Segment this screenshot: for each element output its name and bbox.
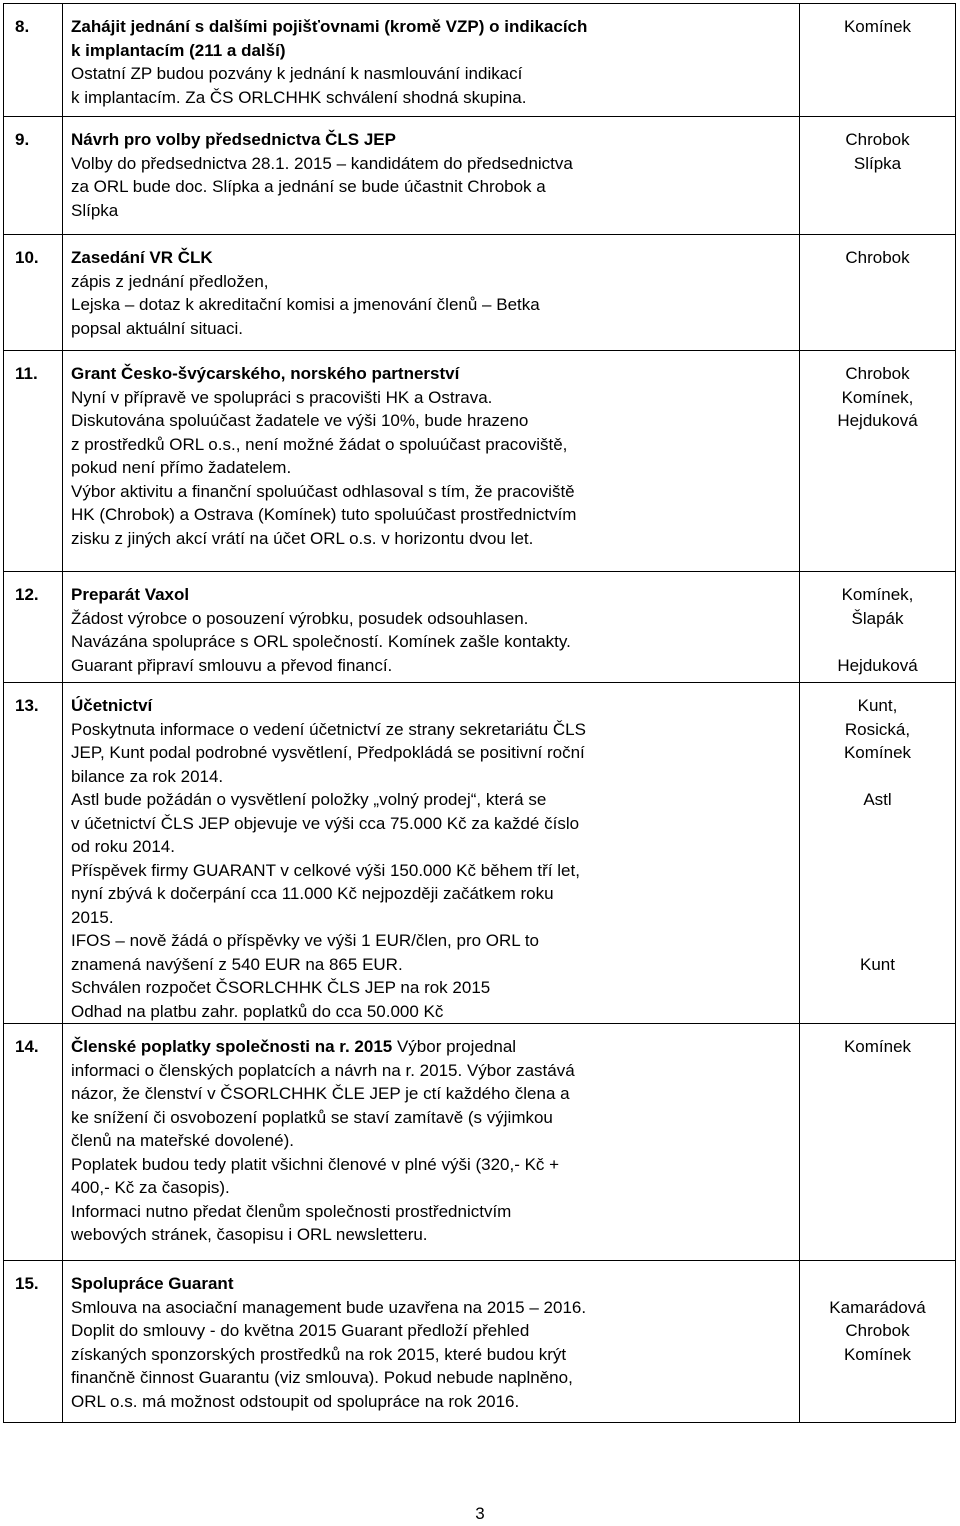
item-content-cell [63, 117, 800, 235]
responsible-gap [800, 906, 955, 930]
responsible-person: Kunt [860, 954, 895, 974]
item-text-line: ke snížení či osvobození poplatků se staví zamítavě (s výjimkou [71, 1107, 553, 1127]
responsible-person: Rosická, [844, 719, 911, 739]
responsible-person: Hejduková [837, 655, 918, 675]
responsible-cell [800, 683, 956, 1024]
item-text-line: informaci o členských poplatcích a návrh na r. 2015. Výbor zastává [71, 1060, 575, 1080]
item-text-line: pokud není přímo žadatelem. [71, 458, 292, 477]
item-text-line: 2015. [71, 907, 114, 927]
item-text-line: Poplatek budou tedy platit všichni členové v plné výši (320,- Kč + [71, 1154, 560, 1174]
item-content-cell [63, 4, 800, 117]
responsible-person: Astl [863, 790, 892, 809]
item-number: 14. [15, 1037, 39, 1056]
item-text-line: Nyní v přípravě ve spolupráci s pracovišti HK a Ostrava. [71, 387, 493, 407]
item-content [63, 351, 799, 550]
item-content-cell [63, 235, 800, 351]
responsible-cell [800, 117, 956, 235]
responsible-person: Šlapák [851, 608, 904, 628]
item-number: 15. [15, 1274, 39, 1293]
item-number-cell [4, 117, 63, 235]
responsible-person: Komínek [843, 1344, 912, 1364]
responsible-list [800, 683, 955, 976]
agenda-row [4, 351, 956, 572]
page-number: 3 [475, 1504, 485, 1523]
item-text-line: 400,- Kč za časopis). [71, 1178, 230, 1197]
responsible-gap [800, 1272, 955, 1296]
item-text-line: Schválen rozpočet ČSORLCHHK ČLS JEP na rok 2015 [71, 978, 491, 997]
item-text-line: názor, že členství v ČSORLCHHK ČLE JEP je ctí každého člena a [71, 1084, 570, 1103]
item-text-line: Navázána spolupráce s ORL společností. Komínek zašle kontakty. [71, 632, 571, 651]
item-text-line: Příspěvek firmy GUARANT v celkové výši 150.000 Kč během tří let, [71, 860, 580, 880]
responsible-list [800, 1024, 955, 1059]
responsible-person: Slípka [853, 153, 902, 173]
item-title: Zasedání VR ČLK [71, 248, 213, 267]
item-text-line: popsal aktuální situaci. [71, 318, 243, 338]
responsible-person: Chrobok [845, 130, 910, 149]
item-content [63, 1024, 799, 1247]
responsible-gap [800, 929, 955, 953]
responsible-cell [800, 572, 956, 683]
responsible-gap [800, 859, 955, 883]
item-content [63, 683, 799, 1023]
responsible-cell [800, 235, 956, 351]
responsible-cell [800, 4, 956, 117]
responsible-person: Kamarádová [829, 1297, 926, 1317]
item-text-line: Volby do předsednictva 28.1. 2015 – kandidátem do předsednictva [71, 153, 573, 173]
item-number-cell [4, 683, 63, 1024]
agenda-row [4, 572, 956, 683]
responsible-list [800, 351, 955, 433]
responsible-person: Chrobok [845, 1321, 910, 1340]
item-text-line: znamená navýšení z 540 EUR na 865 EUR. [71, 954, 403, 974]
item-text-line: Guarant připraví smlouvu a převod financí. [71, 655, 393, 675]
responsible-person: Komínek, [841, 387, 914, 407]
item-text-line: zápis z jednání předložen, [71, 271, 269, 291]
agenda-row [4, 117, 956, 235]
responsible-list [800, 572, 955, 677]
item-number-cell [4, 235, 63, 351]
item-title: k implantacím (211 a další) [71, 40, 286, 60]
item-text-line: za ORL bude doc. Slípka a jednání se bude účastnit Chrobok a [71, 177, 546, 196]
responsible-gap [800, 812, 955, 836]
item-content [63, 572, 799, 677]
item-content [63, 4, 799, 109]
item-number-cell [4, 351, 63, 572]
item-content-cell [63, 572, 800, 683]
responsible-gap [800, 765, 955, 789]
item-title: Preparát Vaxol [71, 585, 190, 604]
item-text-line: od roku 2014. [71, 837, 175, 856]
agenda-row [4, 1024, 956, 1261]
item-number-cell [4, 1261, 63, 1423]
item-number: 9. [15, 130, 30, 149]
responsible-gap [800, 882, 955, 906]
item-text-line: IFOS – nově žádá o příspěvky ve výši 1 EUR/člen, pro ORL to [71, 931, 540, 950]
item-number-cell [4, 1024, 63, 1261]
responsible-person: Komínek [843, 1037, 912, 1056]
item-text-line: zisku z jiných akcí vrátí na účet ORL o.s. v horizontu dvou let. [71, 528, 534, 548]
item-number: 12. [15, 585, 39, 604]
item-text-line: HK (Chrobok) a Ostrava (Komínek) tuto spoluúčast prostřednictvím [71, 505, 577, 524]
item-text-line: JEP, Kunt podal podrobné vysvětlení, Předpokládá se positivní roční [71, 743, 585, 762]
item-number-cell [4, 4, 63, 117]
item-content-cell [63, 683, 800, 1024]
item-text-line: Výbor aktivitu a finanční spoluúčast odhlasoval s tím, že pracoviště [71, 481, 575, 501]
responsible-cell [800, 1024, 956, 1261]
item-number: 13. [15, 696, 39, 715]
responsible-person: Komínek [843, 17, 912, 36]
responsible-list [800, 4, 955, 39]
item-text-line: Žádost výrobce o posouzení výrobku, posudek odsouhlasen. [71, 608, 529, 628]
item-content-cell [63, 351, 800, 572]
item-title: Zahájit jednání s dalšími pojišťovnami (kromě VZP) o indikacích [71, 17, 588, 36]
responsible-person: Chrobok [845, 248, 910, 267]
responsible-person: Komínek [843, 743, 912, 762]
responsible-list [800, 235, 955, 270]
agenda-row [4, 4, 956, 117]
responsible-person: Hejduková [837, 411, 918, 430]
item-title: Návrh pro volby předsednictva ČLS JEP [71, 130, 396, 149]
item-title: Účetnictví [71, 696, 153, 715]
item-text-line: ORL o.s. má možnost odstoupit od spolupráce na rok 2016. [71, 1391, 520, 1411]
responsible-gap [800, 835, 955, 859]
item-text-line: Diskutována spoluúčast žadatele ve výši 10%, bude hrazeno [71, 411, 529, 430]
item-title: Grant Česko-švýcarského, norského partnerství [71, 364, 460, 383]
item-content [63, 1261, 799, 1413]
item-text-line: Poskytnuta informace o vedení účetnictví ze strany sekretariátu ČLS [71, 719, 586, 739]
item-text-line: webových stránek, časopisu i ORL newsletteru. [71, 1225, 428, 1244]
responsible-person: Komínek, [841, 585, 914, 604]
item-text-line: v účetnictví ČLS JEP objevuje ve výši cca 75.000 Kč za každé číslo [71, 813, 580, 833]
item-content-cell [63, 1261, 800, 1423]
item-number: 8. [15, 17, 30, 36]
minutes-table [3, 3, 956, 1423]
item-text-line: Informaci nutno předat členům společnosti prostřednictvím [71, 1201, 512, 1221]
item-text-line: nyní zbývá k dočerpání cca 11.000 Kč nejpozději začátkem roku [71, 884, 554, 903]
agenda-row [4, 683, 956, 1024]
item-title-rest: Výbor projednal [392, 1037, 517, 1056]
item-title-line [71, 1035, 791, 1059]
item-title: Spolupráce Guarant [71, 1274, 234, 1293]
item-text-line: Astl bude požádán o vysvětlení položky „volný prodej“, která se [71, 790, 547, 809]
item-title: Členské poplatky společnosti na r. 2015 [71, 1037, 393, 1056]
item-number: 10. [15, 248, 39, 267]
item-text-line: Ostatní ZP budou pozvány k jednání k nasmlouvání indikací [71, 64, 523, 83]
item-text-line: finančně činnost Guarantu (viz smlouva). Pokud nebude naplněno, [71, 1368, 573, 1387]
item-text-line: Odhad na platbu zahr. poplatků do cca 50.000 Kč [71, 1001, 444, 1021]
responsible-gap [800, 630, 955, 654]
item-content [63, 235, 799, 340]
item-text-line: získaných sponzorských prostředků na rok 2015, které budou krýt [71, 1344, 567, 1364]
item-content-cell [63, 1024, 800, 1261]
item-text-line: Lejska – dotaz k akreditační komisi a jmenování členů – Betka [71, 295, 540, 314]
item-content [63, 117, 799, 222]
item-text-line: z prostředků ORL o.s., není možné žádat o spoluúčast pracoviště, [71, 434, 568, 454]
responsible-list [800, 117, 955, 175]
item-number-cell [4, 572, 63, 683]
item-number: 11. [15, 364, 38, 383]
agenda-row [4, 235, 956, 351]
responsible-list [800, 1261, 955, 1366]
item-text-line: bilance za rok 2014. [71, 766, 224, 786]
item-text-line: Smlouva na asociační management bude uzavřena na 2015 – 2016. [71, 1297, 587, 1317]
responsible-cell [800, 1261, 956, 1423]
responsible-person: Kunt, [857, 696, 898, 715]
item-text-line: členů na mateřské dovolené). [71, 1131, 295, 1150]
item-text-line: Slípka [71, 200, 119, 220]
item-text-line: Doplit do smlouvy - do května 2015 Guarant předloží přehled [71, 1321, 530, 1340]
agenda-row [4, 1261, 956, 1423]
item-text-line: k implantacím. Za ČS ORLCHHK schválení shodná skupina. [71, 87, 527, 107]
responsible-person: Chrobok [845, 364, 910, 383]
responsible-cell [800, 351, 956, 572]
